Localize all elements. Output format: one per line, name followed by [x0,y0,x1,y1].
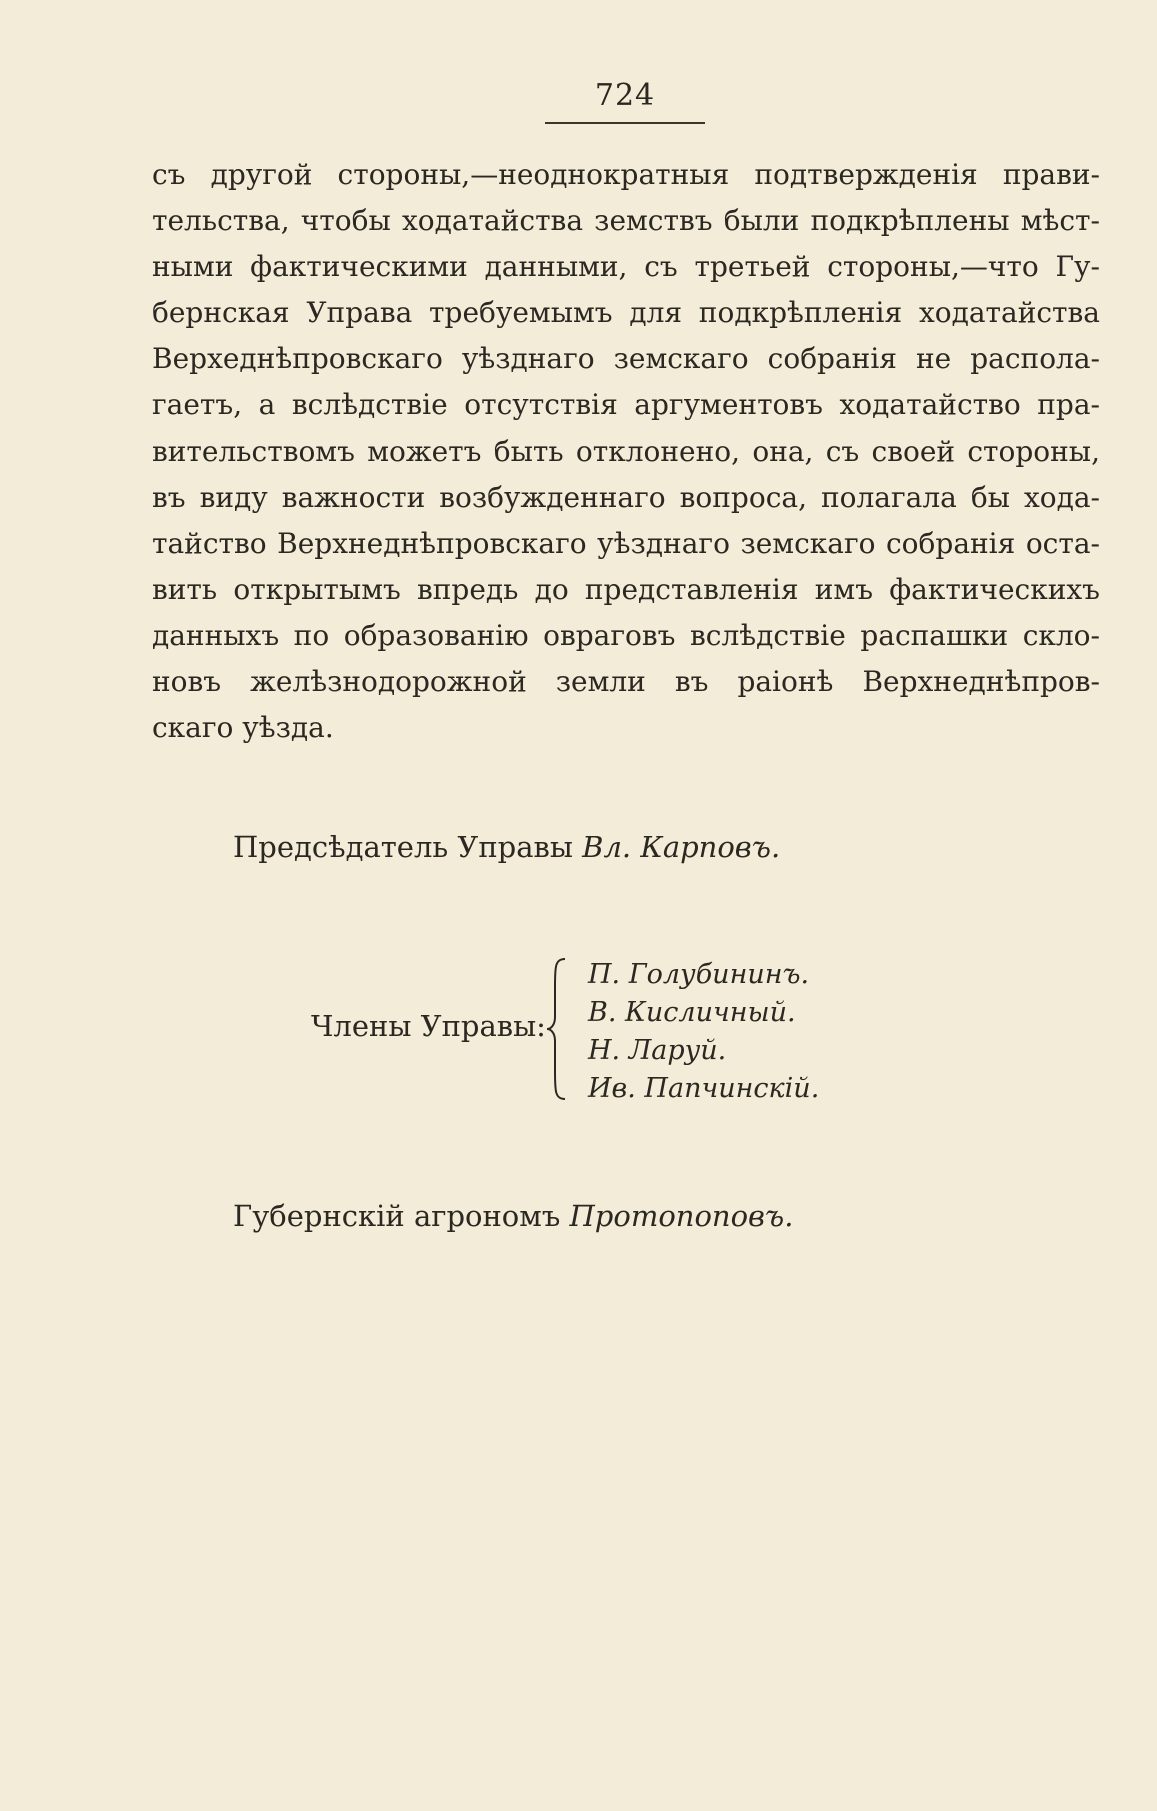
paragraph-line: новъ желѣзнодорожной земли въ раіонѣ Верхнеднѣпров- [152,665,1100,699]
paragraph-line: тельства, чтобы ходатайства земствъ были подкрѣплены мѣст- [152,204,1100,238]
members-label: Члены Управы: [311,1009,546,1043]
paragraph-line: ными фактическими данными, съ третьей стороны,—что Гу- [152,250,1100,284]
agronomist-signature-line [233,1199,793,1233]
page-number: 724 [594,78,656,113]
paragraph-line: въ виду важности возбужденнаго вопроса, полагала бы хода- [152,480,1100,514]
paragraph-line: гаетъ, а вслѣдствіе отсутствія аргументовъ ходатайство пра- [152,388,1100,422]
agronomist-title: Губернскій агрономъ [233,1199,561,1233]
member-name: В. Кисличный. [588,997,796,1028]
members-brace [545,957,569,1101]
main-paragraph [152,152,1100,751]
paragraph-line: съ другой стороны,—неоднократныя подтвержденія прави- [152,158,1100,191]
paragraph-line-last: скаго уѣзда. [152,711,334,745]
paragraph-line: тайство Верхнеднѣпровскаго уѣзднаго земскаго собранія оста- [152,526,1100,560]
member-name: Н. Ларуй. [588,1035,727,1066]
paragraph-line: Верхеднѣпровскаго уѣзднаго земскаго собранія не распола- [152,342,1100,376]
paragraph-line: вить открытымъ впредь до представленія имъ фактическихъ [152,572,1100,606]
chairman-name: Вл. Карповъ. [582,830,781,864]
paragraph-line: бернская Управа требуемымъ для подкрѣпленія ходатайства [152,296,1100,330]
member-name: П. Голубининъ. [588,959,810,990]
agronomist-name: Протопоповъ. [569,1199,794,1233]
page-number-rule [545,122,705,124]
paragraph-line: данныхъ по образованію овраговъ вслѣдствіе распашки скло- [152,618,1100,652]
paragraph-line: вительствомъ можетъ быть отклонено, она, съ своей стороны, [152,434,1100,468]
chairman-signature-line [233,830,780,864]
member-name: Ив. Папчинскій. [588,1073,820,1104]
members-list [588,956,888,1108]
chairman-title: Предсѣдатель Управы [233,830,573,864]
